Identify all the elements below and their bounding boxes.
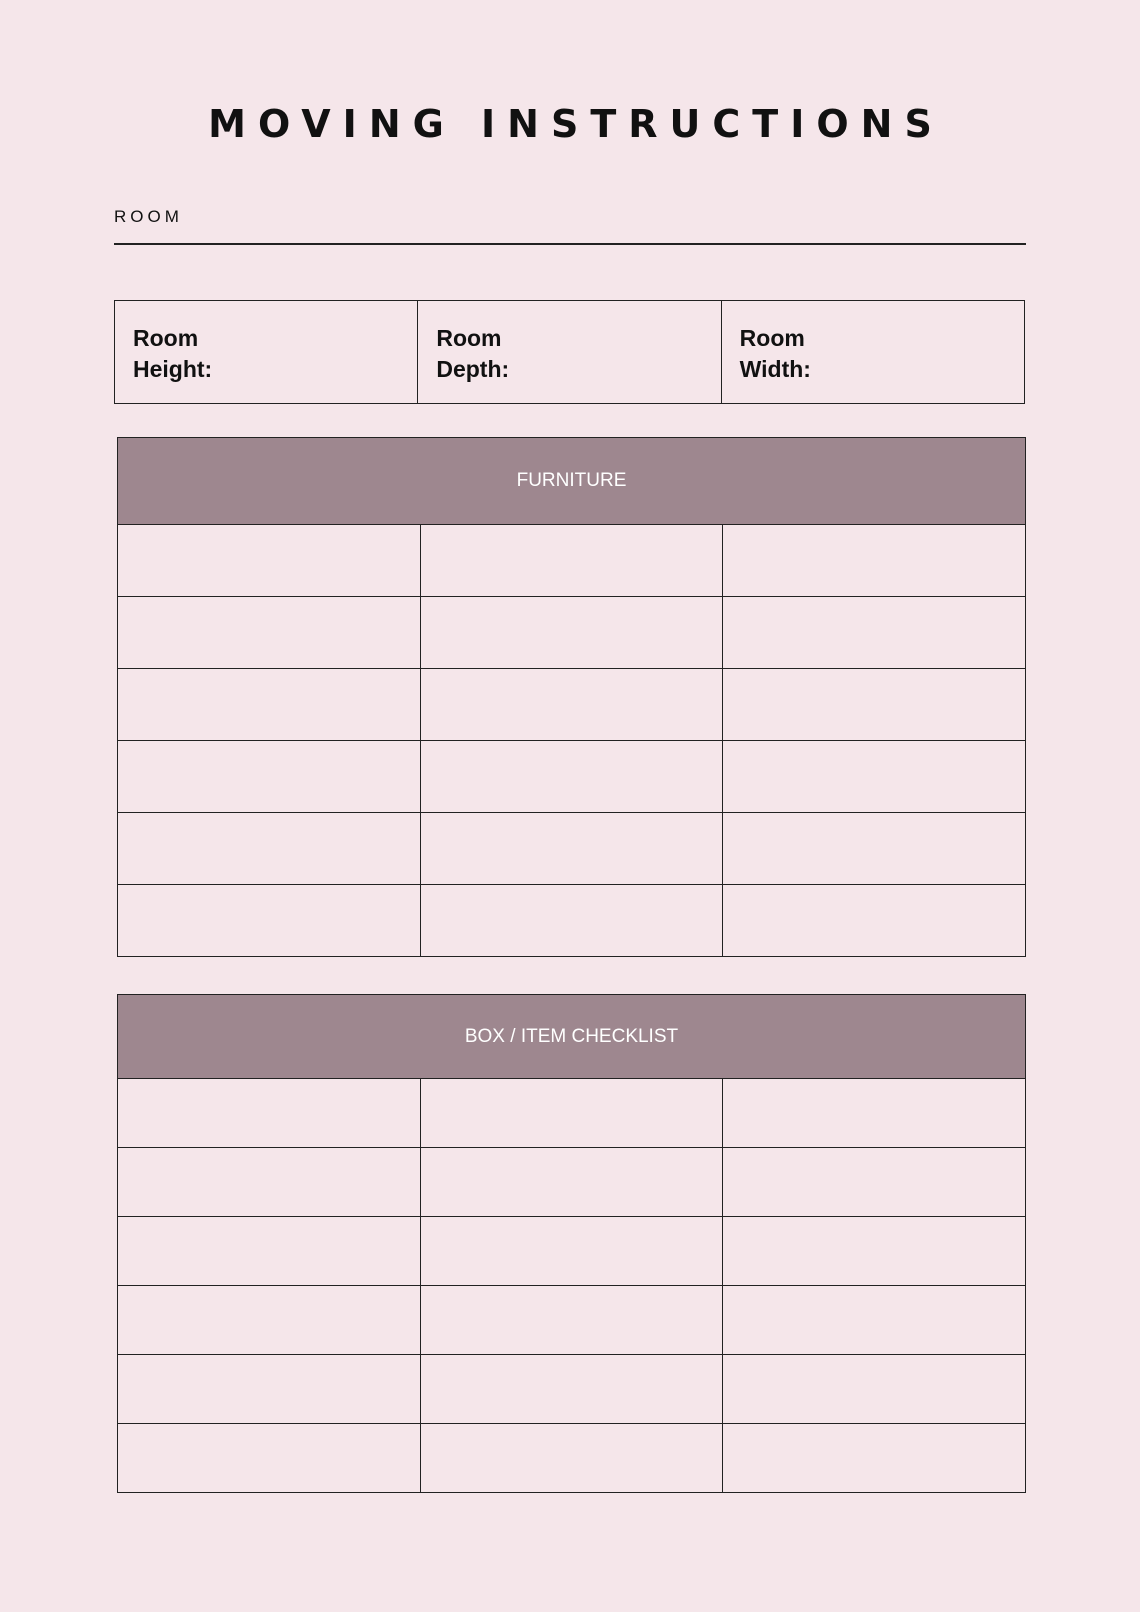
table-cell[interactable]: [723, 669, 1026, 741]
room-dimensions-box: [114, 300, 1025, 404]
furniture-header: FURNITURE: [118, 438, 1026, 525]
checklist-header: BOX / ITEM CHECKLIST: [118, 995, 1026, 1079]
table-cell[interactable]: [723, 1148, 1026, 1217]
table-cell[interactable]: [723, 1424, 1026, 1493]
table-cell[interactable]: [118, 669, 421, 741]
table-cell[interactable]: [723, 1355, 1026, 1424]
table-cell[interactable]: [118, 1355, 421, 1424]
table-cell[interactable]: [420, 597, 723, 669]
table-cell[interactable]: [723, 597, 1026, 669]
table-cell[interactable]: [118, 597, 421, 669]
table-cell[interactable]: [118, 1424, 421, 1493]
table-cell[interactable]: [118, 1079, 421, 1148]
table-row: [118, 1286, 1026, 1355]
table-cell[interactable]: [118, 741, 421, 813]
table-cell[interactable]: [420, 1286, 723, 1355]
checklist-table: [117, 994, 1026, 1493]
table-cell[interactable]: [420, 1217, 723, 1286]
table-cell[interactable]: [118, 1286, 421, 1355]
table-cell[interactable]: [420, 525, 723, 597]
table-cell[interactable]: [723, 525, 1026, 597]
table-row: [118, 669, 1026, 741]
table-row: [118, 1217, 1026, 1286]
table-cell[interactable]: [118, 525, 421, 597]
page-title: MOVING INSTRUCTIONS: [208, 102, 944, 146]
room-width-field[interactable]: Room Width:: [739, 325, 811, 382]
table-row: [118, 1424, 1026, 1493]
table-row: [118, 885, 1026, 957]
table-row: [118, 1079, 1026, 1148]
table-cell[interactable]: [723, 1217, 1026, 1286]
table-row: [118, 597, 1026, 669]
furniture-table: [117, 437, 1026, 957]
table-cell[interactable]: [420, 1148, 723, 1217]
table-cell[interactable]: [420, 813, 723, 885]
table-cell[interactable]: [118, 813, 421, 885]
table-cell[interactable]: [420, 1079, 723, 1148]
table-cell[interactable]: [420, 669, 723, 741]
table-cell[interactable]: [723, 741, 1026, 813]
room-height-field[interactable]: Room Height:: [115, 301, 418, 403]
table-row: [118, 741, 1026, 813]
table-row: [118, 1355, 1026, 1424]
table-row: [118, 1148, 1026, 1217]
table-cell[interactable]: [420, 885, 723, 957]
table-cell[interactable]: [118, 1148, 421, 1217]
table-cell[interactable]: [420, 1424, 723, 1493]
furniture-body: [118, 525, 1026, 957]
table-cell[interactable]: [723, 1079, 1026, 1148]
table-cell[interactable]: [723, 885, 1026, 957]
room-label: ROOM: [114, 207, 183, 226]
table-cell[interactable]: [118, 885, 421, 957]
table-row: [118, 525, 1026, 597]
table-cell[interactable]: [420, 741, 723, 813]
room-depth-field[interactable]: Room Depth:: [418, 301, 721, 403]
table-cell[interactable]: [723, 813, 1026, 885]
table-cell[interactable]: [420, 1355, 723, 1424]
room-write-line[interactable]: [114, 243, 1026, 245]
checklist-body: [118, 1079, 1026, 1493]
table-row: [118, 813, 1026, 885]
table-cell[interactable]: [118, 1217, 421, 1286]
table-cell[interactable]: [723, 1286, 1026, 1355]
